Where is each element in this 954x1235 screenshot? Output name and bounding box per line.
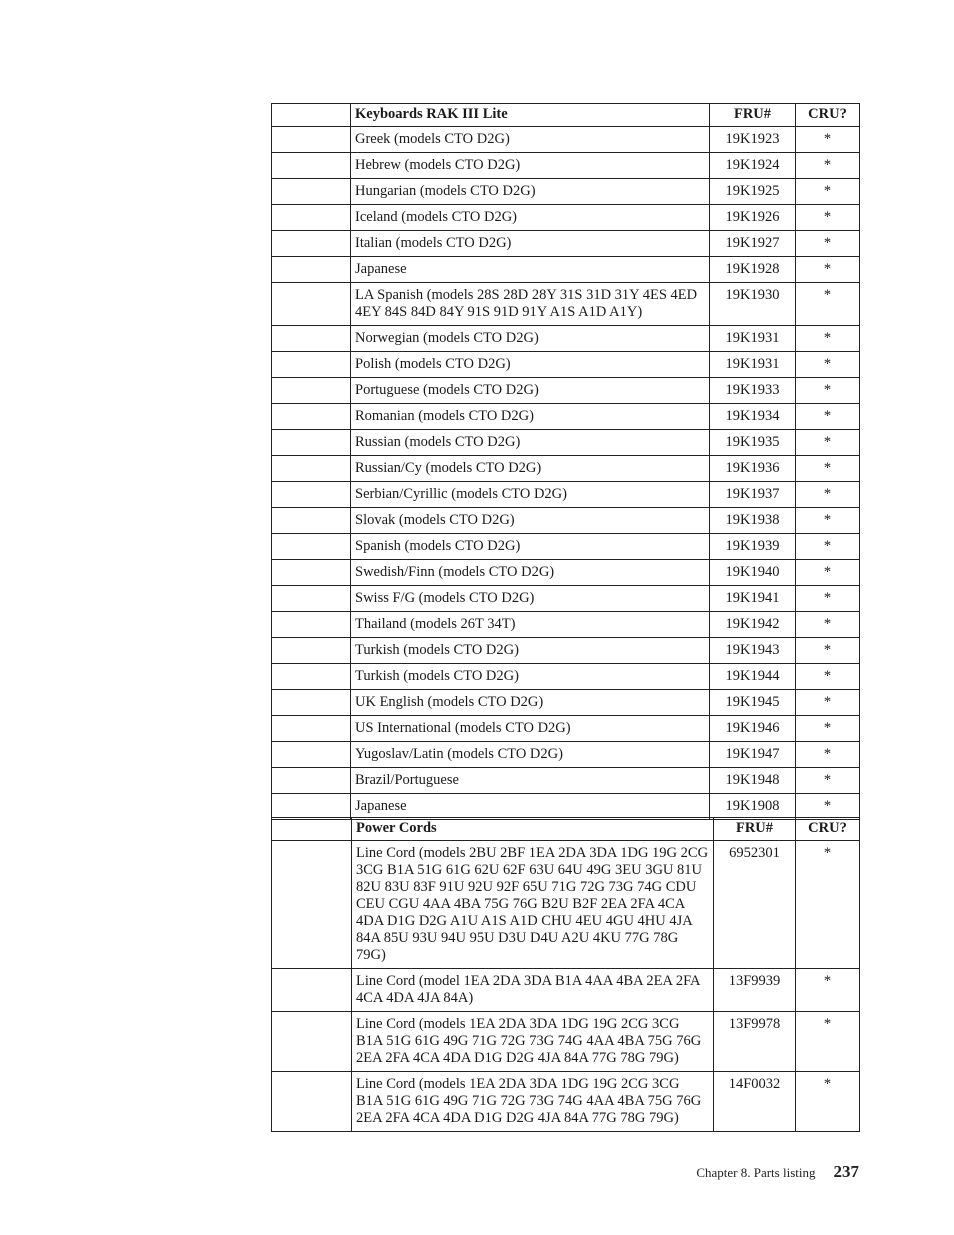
row-description: Slovak (models CTO D2G)	[351, 508, 710, 534]
row-blank-cell	[272, 1072, 352, 1132]
keyboards-table	[271, 103, 860, 820]
row-blank-cell	[272, 231, 351, 257]
table-row	[272, 378, 860, 404]
table-row	[272, 969, 860, 1012]
row-fru-number: 19K1935	[710, 430, 796, 456]
row-cru-flag: *	[796, 586, 860, 612]
row-description: Brazil/Portuguese	[351, 768, 710, 794]
row-description: Serbian/Cyrillic (models CTO D2G)	[351, 482, 710, 508]
row-fru-number: 19K1934	[710, 404, 796, 430]
table-row	[272, 841, 860, 969]
row-cru-flag: *	[796, 690, 860, 716]
row-cru-flag: *	[796, 283, 860, 326]
row-fru-number: 19K1938	[710, 508, 796, 534]
row-description: Italian (models CTO D2G)	[351, 231, 710, 257]
row-fru-number: 19K1924	[710, 153, 796, 179]
header-blank	[272, 104, 351, 127]
row-fru-number: 19K1939	[710, 534, 796, 560]
header-description: Keyboards RAK III Lite	[351, 104, 710, 127]
table-row	[272, 794, 860, 820]
table-row	[272, 283, 860, 326]
row-fru-number: 14F0032	[714, 1072, 796, 1132]
header-description: Power Cords	[352, 818, 714, 841]
row-fru-number: 19K1925	[710, 179, 796, 205]
row-fru-number: 19K1946	[710, 716, 796, 742]
row-description: Thailand (models 26T 34T)	[351, 612, 710, 638]
row-fru-number: 19K1926	[710, 205, 796, 231]
row-description: Hebrew (models CTO D2G)	[351, 153, 710, 179]
row-blank-cell	[272, 560, 351, 586]
power-cords-table-body	[272, 841, 860, 1132]
row-cru-flag: *	[796, 482, 860, 508]
row-cru-flag: *	[796, 179, 860, 205]
row-blank-cell	[272, 430, 351, 456]
table-header-row	[272, 818, 860, 841]
row-blank-cell	[272, 586, 351, 612]
row-description: UK English (models CTO D2G)	[351, 690, 710, 716]
row-cru-flag: *	[796, 742, 860, 768]
row-blank-cell	[272, 404, 351, 430]
row-blank-cell	[272, 205, 351, 231]
row-blank-cell	[272, 612, 351, 638]
row-description: Spanish (models CTO D2G)	[351, 534, 710, 560]
row-blank-cell	[272, 508, 351, 534]
chapter-label: Chapter 8. Parts listing	[696, 1165, 816, 1180]
table-row	[272, 257, 860, 283]
row-fru-number: 19K1937	[710, 482, 796, 508]
row-fru-number: 19K1931	[710, 326, 796, 352]
row-blank-cell	[272, 638, 351, 664]
row-description: Russian/Cy (models CTO D2G)	[351, 456, 710, 482]
row-fru-number: 13F9939	[714, 969, 796, 1012]
page-footer	[696, 1162, 859, 1182]
table-row	[272, 534, 860, 560]
row-description: Russian (models CTO D2G)	[351, 430, 710, 456]
row-cru-flag: *	[796, 638, 860, 664]
table-row	[272, 326, 860, 352]
row-cru-flag: *	[796, 127, 860, 153]
row-description: Portuguese (models CTO D2G)	[351, 378, 710, 404]
table-row	[272, 586, 860, 612]
table-row	[272, 153, 860, 179]
table-row	[272, 716, 860, 742]
table-row	[272, 768, 860, 794]
row-fru-number: 19K1927	[710, 231, 796, 257]
row-description: Turkish (models CTO D2G)	[351, 638, 710, 664]
row-description: Iceland (models CTO D2G)	[351, 205, 710, 231]
row-fru-number: 19K1936	[710, 456, 796, 482]
row-blank-cell	[272, 326, 351, 352]
row-blank-cell	[272, 179, 351, 205]
row-blank-cell	[272, 352, 351, 378]
row-blank-cell	[272, 841, 352, 969]
table-row	[272, 482, 860, 508]
row-description: Line Cord (models 1EA 2DA 3DA 1DG 19G 2CG 3CG B1A 51G 61G 49G 71G 72G 73G 74G 4AA 4BA 75G 76G 2EA 2FA 4CA 4DA D1G D2G 4JA 84A 77G 78G 79G)	[352, 1012, 714, 1072]
row-blank-cell	[272, 482, 351, 508]
row-description: Polish (models CTO D2G)	[351, 352, 710, 378]
table-row	[272, 508, 860, 534]
row-fru-number: 19K1908	[710, 794, 796, 820]
table-row	[272, 231, 860, 257]
header-cru: CRU?	[796, 104, 860, 127]
row-fru-number: 19K1928	[710, 257, 796, 283]
row-blank-cell	[272, 664, 351, 690]
row-blank-cell	[272, 768, 351, 794]
row-description: Romanian (models CTO D2G)	[351, 404, 710, 430]
row-description: Hungarian (models CTO D2G)	[351, 179, 710, 205]
table-row	[272, 560, 860, 586]
row-cru-flag: *	[796, 841, 860, 969]
row-fru-number: 19K1930	[710, 283, 796, 326]
row-cru-flag: *	[796, 352, 860, 378]
row-blank-cell	[272, 534, 351, 560]
row-cru-flag: *	[796, 456, 860, 482]
row-fru-number: 6952301	[714, 841, 796, 969]
table-row	[272, 612, 860, 638]
row-cru-flag: *	[796, 1072, 860, 1132]
row-description: Line Cord (model 1EA 2DA 3DA B1A 4AA 4BA 2EA 2FA 4CA 4DA 4JA 84A)	[352, 969, 714, 1012]
row-cru-flag: *	[796, 969, 860, 1012]
row-cru-flag: *	[796, 205, 860, 231]
row-description: Swedish/Finn (models CTO D2G)	[351, 560, 710, 586]
row-blank-cell	[272, 257, 351, 283]
header-fru: FRU#	[710, 104, 796, 127]
row-blank-cell	[272, 378, 351, 404]
table-row	[272, 352, 860, 378]
table-row	[272, 664, 860, 690]
table-row	[272, 404, 860, 430]
row-cru-flag: *	[796, 508, 860, 534]
row-fru-number: 19K1943	[710, 638, 796, 664]
row-blank-cell	[272, 127, 351, 153]
table-row	[272, 742, 860, 768]
header-cru: CRU?	[796, 818, 860, 841]
row-description: US International (models CTO D2G)	[351, 716, 710, 742]
row-description: Japanese	[351, 257, 710, 283]
table-row	[272, 205, 860, 231]
header-fru: FRU#	[714, 818, 796, 841]
page-number: 237	[833, 1162, 859, 1181]
table-header-row	[272, 104, 860, 127]
table-row	[272, 1072, 860, 1132]
table-row	[272, 690, 860, 716]
row-cru-flag: *	[796, 534, 860, 560]
keyboards-table-body	[272, 127, 860, 820]
row-fru-number: 19K1941	[710, 586, 796, 612]
row-blank-cell	[272, 153, 351, 179]
row-description: Line Cord (models 2BU 2BF 1EA 2DA 3DA 1DG 19G 2CG 3CG B1A 51G 61G 62U 62F 63U 64U 49G 3EU 3GU 81U 82U 83U 83F 91U 92U 92F 65U 71G 72G 73G 74G CDU CEU CGU 4AA 4BA 75G 76G B2U B2F 2EA 2FA 4CA 4DA D1G D2G A1U A1S A1D CHU 4EU 4GU 4HU 4JA 84A 85U 93U 94U 95U D3U D4U A2U 4KU 77G 78G 79G)	[352, 841, 714, 969]
row-cru-flag: *	[796, 231, 860, 257]
header-blank	[272, 818, 352, 841]
row-fru-number: 19K1947	[710, 742, 796, 768]
row-description: Norwegian (models CTO D2G)	[351, 326, 710, 352]
row-fru-number: 19K1923	[710, 127, 796, 153]
row-blank-cell	[272, 690, 351, 716]
row-cru-flag: *	[796, 430, 860, 456]
row-cru-flag: *	[796, 326, 860, 352]
row-blank-cell	[272, 283, 351, 326]
row-blank-cell	[272, 742, 351, 768]
row-fru-number: 19K1944	[710, 664, 796, 690]
row-blank-cell	[272, 969, 352, 1012]
row-fru-number: 19K1942	[710, 612, 796, 638]
power-cords-table	[271, 817, 860, 1132]
row-cru-flag: *	[796, 404, 860, 430]
row-cru-flag: *	[796, 1012, 860, 1072]
row-description: Swiss F/G (models CTO D2G)	[351, 586, 710, 612]
row-cru-flag: *	[796, 153, 860, 179]
row-cru-flag: *	[796, 612, 860, 638]
row-cru-flag: *	[796, 378, 860, 404]
row-description: LA Spanish (models 28S 28D 28Y 31S 31D 31Y 4ES 4ED 4EY 84S 84D 84Y 91S 91D 91Y A1S A1D A1Y)	[351, 283, 710, 326]
table-row	[272, 456, 860, 482]
table-row	[272, 127, 860, 153]
row-description: Japanese	[351, 794, 710, 820]
row-cru-flag: *	[796, 560, 860, 586]
row-cru-flag: *	[796, 768, 860, 794]
row-fru-number: 19K1931	[710, 352, 796, 378]
row-description: Greek (models CTO D2G)	[351, 127, 710, 153]
row-cru-flag: *	[796, 716, 860, 742]
row-blank-cell	[272, 1012, 352, 1072]
row-blank-cell	[272, 794, 351, 820]
table-row	[272, 638, 860, 664]
row-fru-number: 19K1940	[710, 560, 796, 586]
row-blank-cell	[272, 456, 351, 482]
row-cru-flag: *	[796, 257, 860, 283]
table-row	[272, 1012, 860, 1072]
row-description: Yugoslav/Latin (models CTO D2G)	[351, 742, 710, 768]
row-fru-number: 19K1945	[710, 690, 796, 716]
row-description: Turkish (models CTO D2G)	[351, 664, 710, 690]
table-row	[272, 430, 860, 456]
row-cru-flag: *	[796, 794, 860, 820]
row-blank-cell	[272, 716, 351, 742]
row-fru-number: 19K1948	[710, 768, 796, 794]
row-fru-number: 19K1933	[710, 378, 796, 404]
row-fru-number: 13F9978	[714, 1012, 796, 1072]
row-description: Line Cord (models 1EA 2DA 3DA 1DG 19G 2CG 3CG B1A 51G 61G 49G 71G 72G 73G 74G 4AA 4BA 75G 76G 2EA 2FA 4CA 4DA D1G D2G 4JA 84A 77G 78G 79G)	[352, 1072, 714, 1132]
table-row	[272, 179, 860, 205]
row-cru-flag: *	[796, 664, 860, 690]
